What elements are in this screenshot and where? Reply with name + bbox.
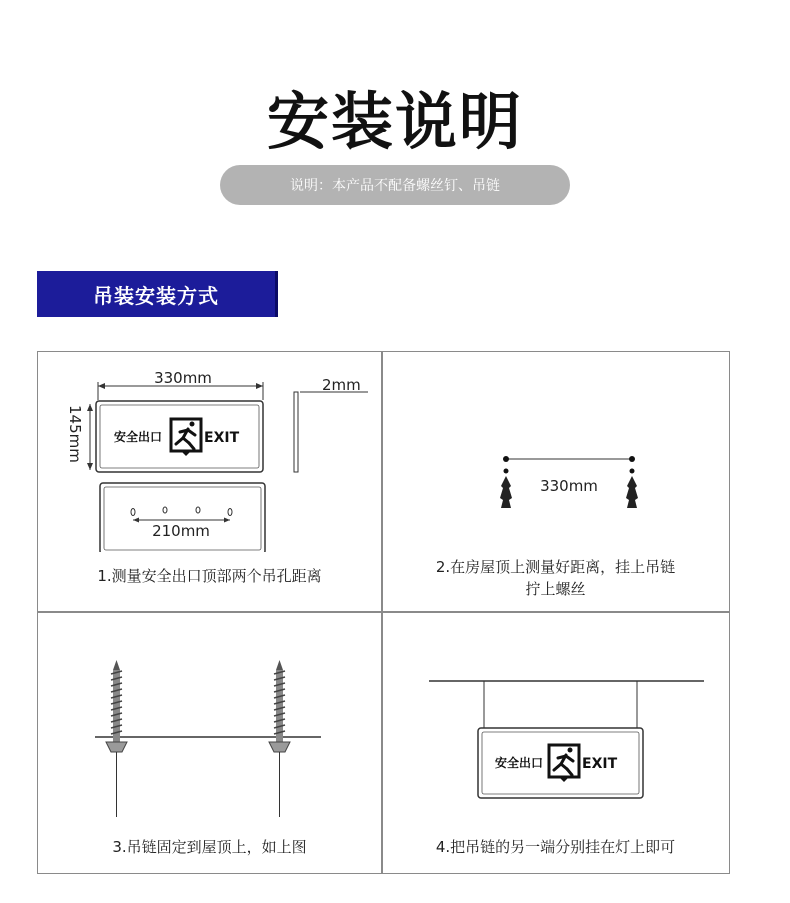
instruction-grid bbox=[37, 351, 730, 874]
dim-thickness-label: 2mm bbox=[322, 376, 361, 394]
step-3-diagram bbox=[38, 612, 381, 822]
step-4-diagram bbox=[382, 612, 729, 812]
step-3-caption: 3.吊链固定到屋顶上，如上图 bbox=[112, 838, 307, 856]
step-3-panel bbox=[38, 612, 381, 874]
step-2-diagram bbox=[382, 352, 729, 532]
sign-chinese-text: 安全出口 bbox=[114, 430, 163, 444]
screw-icon-left bbox=[106, 660, 127, 817]
note-banner: 说明：本产品不配备螺丝钉、吊链 bbox=[220, 165, 570, 205]
screw-icon-right bbox=[269, 660, 290, 817]
step-1-panel bbox=[38, 352, 381, 611]
sign-chinese-text-2: 安全出口 bbox=[495, 756, 544, 770]
dim-spacing-label: 330mm bbox=[540, 477, 598, 495]
wall-anchor-icon-right bbox=[626, 476, 638, 508]
step-1-caption: 1.测量安全出口顶部两个吊孔距离 bbox=[97, 567, 322, 585]
page-title: 安装说明 bbox=[266, 85, 523, 158]
dim-hole-spacing-label: 210mm bbox=[152, 522, 210, 540]
step-1-diagram bbox=[38, 352, 381, 552]
step-2-caption-line2: 拧上螺丝 bbox=[525, 580, 586, 598]
dim-height-label: 145mm bbox=[66, 405, 84, 463]
section-heading: 吊装安装方式 bbox=[37, 271, 278, 317]
sign-exit-text: EXIT bbox=[204, 430, 240, 446]
step-4-panel bbox=[382, 612, 729, 874]
step-4-caption: 4.把吊链的另一端分别挂在灯上即可 bbox=[435, 838, 676, 856]
step-2-caption-line1: 2.在房屋顶上测量好距离，挂上吊链 bbox=[435, 558, 676, 576]
wall-anchor-icon-left bbox=[500, 476, 512, 508]
sign-exit-text-2: EXIT bbox=[582, 756, 618, 772]
dim-width-label: 330mm bbox=[154, 369, 212, 387]
step-2-panel bbox=[382, 352, 729, 611]
